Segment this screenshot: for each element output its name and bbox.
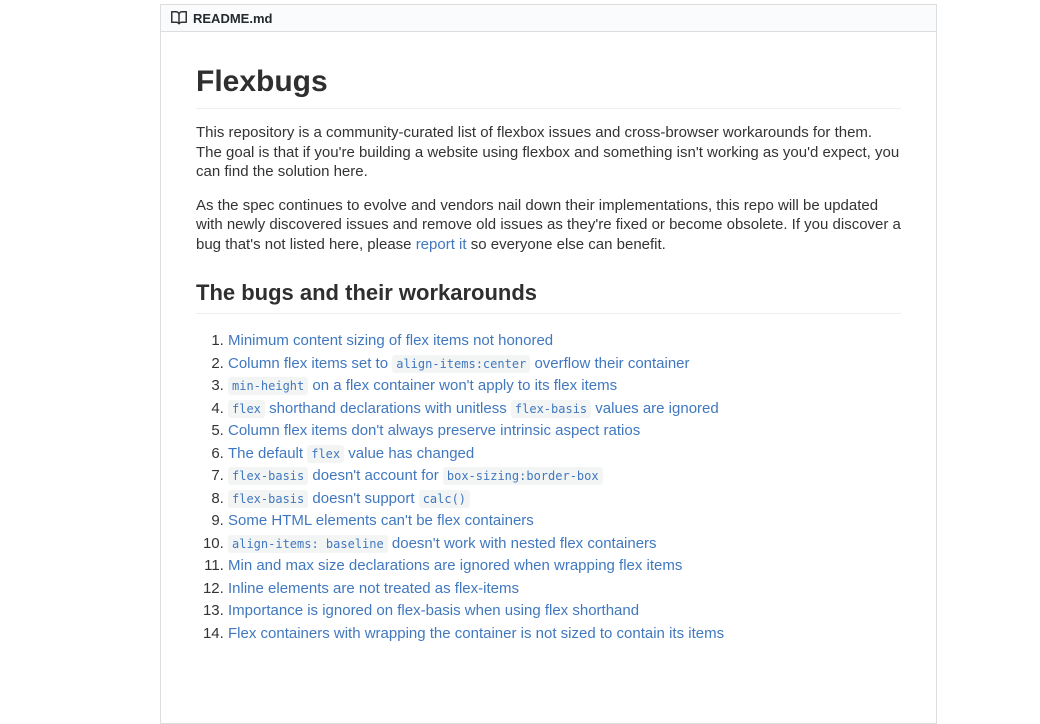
- intro-paragraphs: [196, 123, 901, 254]
- bug-list-item: [228, 353, 901, 376]
- bug-list-item: [228, 600, 901, 623]
- bug-link[interactable]: flex-basis doesn't support calc(): [228, 490, 470, 507]
- inline-code: flex-basis: [228, 467, 308, 485]
- bug-link[interactable]: Importance is ignored on flex-basis when using flex shorthand: [228, 602, 640, 620]
- bug-list-item: [228, 375, 901, 398]
- bug-link[interactable]: min-height on a flex container won't apply to its flex items: [228, 377, 617, 394]
- bug-list-item: [228, 510, 901, 533]
- inline-code: box-sizing:border-box: [443, 467, 603, 485]
- inline-code: flex: [228, 400, 265, 418]
- bug-list-item: [228, 578, 901, 601]
- page-title: Flexbugs: [196, 65, 901, 109]
- bug-list-item: [228, 420, 901, 443]
- bug-list-item: [228, 330, 901, 353]
- book-icon: [171, 10, 187, 26]
- bug-list-item: [228, 443, 901, 466]
- bug-link[interactable]: The default flex value has changed: [228, 444, 475, 462]
- bug-link[interactable]: Column flex items don't always preserve intrinsic aspect ratios: [228, 422, 641, 440]
- bug-link[interactable]: Flex containers with wrapping the container is not sized to contain its items: [228, 624, 725, 642]
- section-heading: The bugs and their workarounds: [196, 280, 901, 314]
- bug-list-item: [228, 465, 901, 488]
- bug-link[interactable]: Min and max size declarations are ignored when wrapping flex items: [228, 557, 683, 575]
- inline-code: calc(): [419, 490, 470, 508]
- bug-link[interactable]: align-items: baseline doesn't work with nested flex containers: [228, 535, 657, 552]
- file-header: [161, 5, 936, 32]
- bug-link[interactable]: Some HTML elements can't be flex containers: [228, 512, 534, 530]
- bug-list: [196, 330, 901, 645]
- inline-code: align-items:center: [392, 355, 530, 373]
- paragraph: This repository is a community-curated list of flexbox issues and cross-browser workarounds for them. The goal is that if you're building a website using flexbox and something isn't working as you'd expect, you can find the solution here.: [196, 124, 900, 180]
- bug-list-item: [228, 555, 901, 578]
- bug-link[interactable]: flex-basis doesn't account for box-sizing:border-box: [228, 467, 603, 484]
- inline-code: flex-basis: [228, 490, 308, 508]
- paragraph: As the spec continues to evolve and vendors nail down their implementations, this repo will be updated with newly discovered issues and remove old issues as they're fixed or become obsolete. If you discover a bug that's not listed here, please report it so everyone else can benefit.: [196, 196, 901, 253]
- bug-link[interactable]: Column flex items set to align-items:center overflow their container: [228, 354, 690, 372]
- inline-code: flex-basis: [511, 400, 591, 418]
- rendered-readme: [161, 32, 936, 685]
- inline-code: min-height: [228, 377, 308, 395]
- bug-link[interactable]: Minimum content sizing of flex items not honored: [228, 332, 554, 350]
- bug-list-item: [228, 533, 901, 556]
- bug-link[interactable]: flex shorthand declarations with unitless flex-basis values are ignored: [228, 400, 719, 417]
- inline-code: flex: [307, 445, 344, 463]
- bug-list-item: [228, 623, 901, 646]
- inline-link[interactable]: report it: [415, 235, 467, 253]
- inline-code: align-items: baseline: [228, 535, 388, 553]
- readme-file-panel: [160, 4, 937, 724]
- bug-list-item: [228, 398, 901, 421]
- file-header-filename: README.md: [193, 10, 273, 26]
- bug-link[interactable]: Inline elements are not treated as flex-items: [228, 579, 519, 597]
- bug-list-item: [228, 488, 901, 511]
